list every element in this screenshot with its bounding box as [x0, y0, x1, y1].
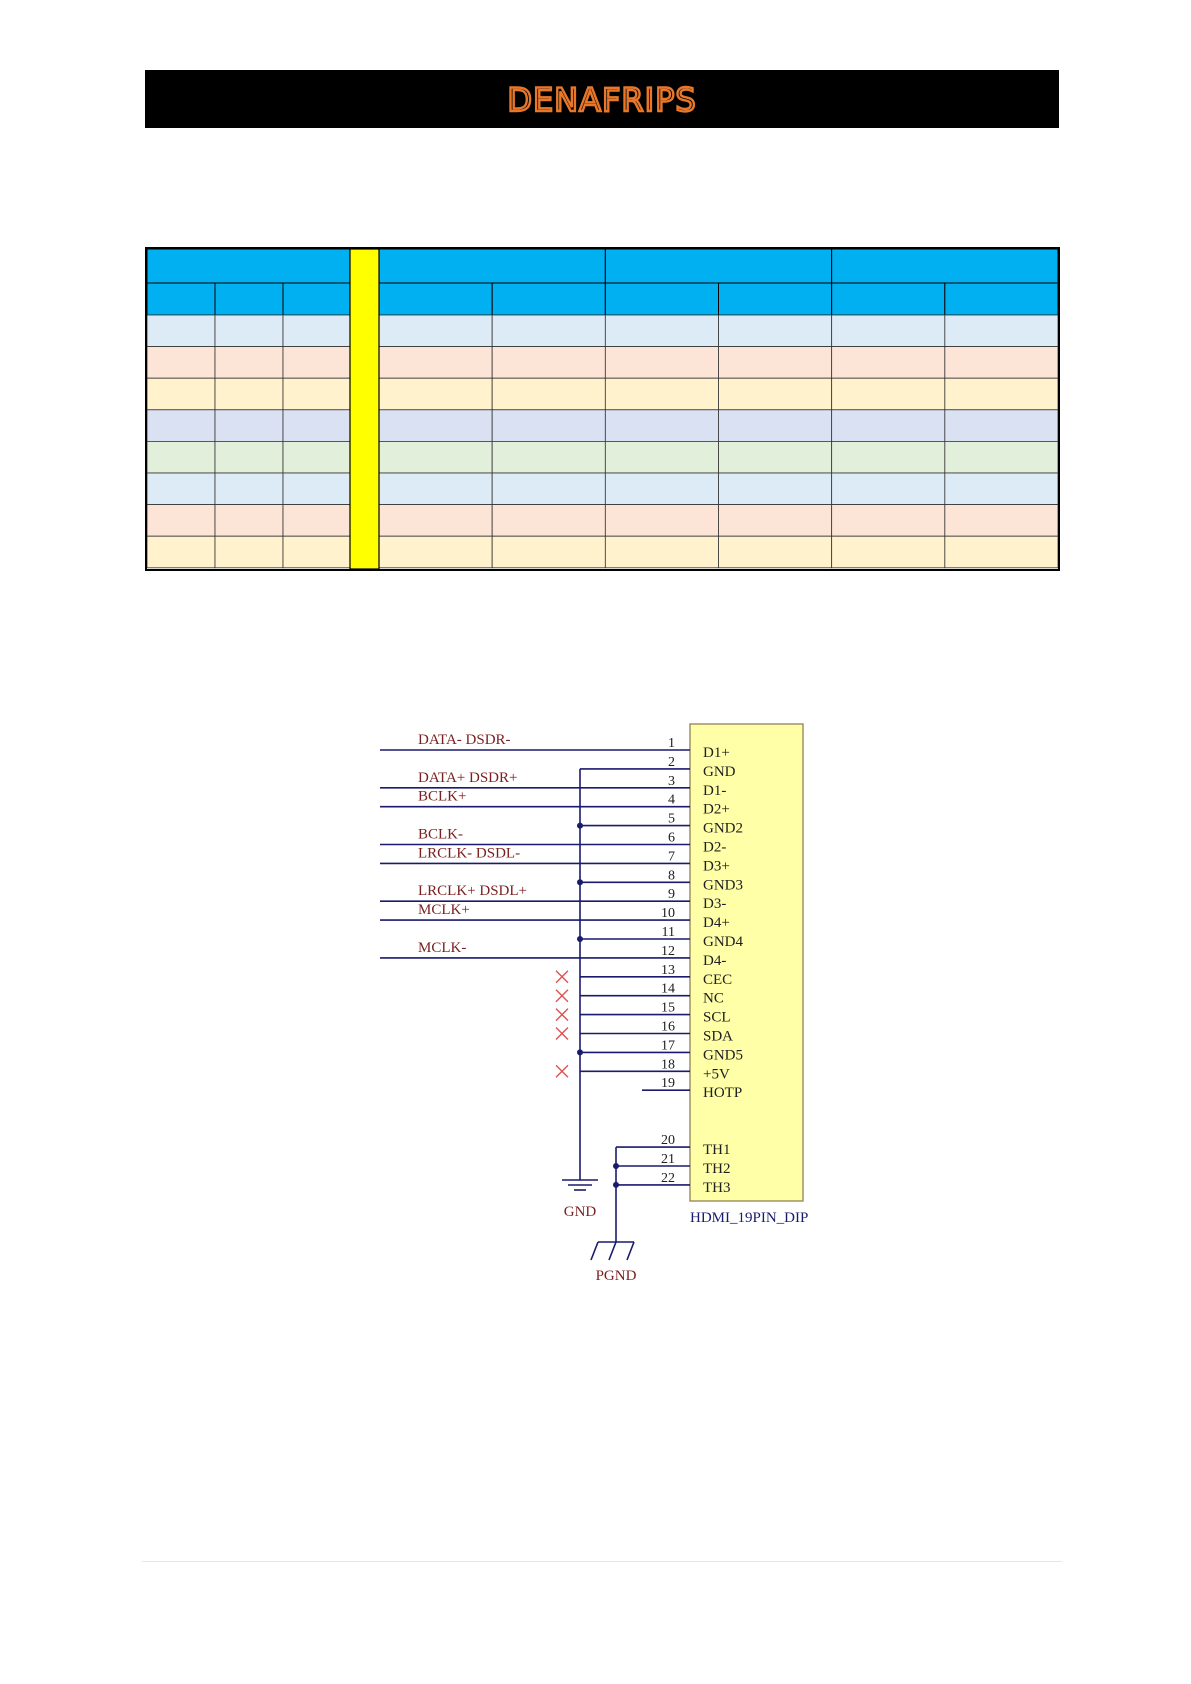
junction-dot — [577, 823, 583, 829]
table-sub-header — [147, 283, 215, 315]
table-cell — [719, 536, 832, 568]
pin-number: 10 — [661, 906, 675, 922]
table-cell — [945, 536, 1058, 568]
pin-number: 12 — [661, 943, 675, 959]
junction-dot — [613, 1182, 619, 1188]
table-cell — [945, 441, 1058, 473]
pin-name: GND5 — [703, 1047, 743, 1064]
net-label: LRCLK+ DSDL+ — [418, 883, 528, 900]
net-label: BCLK+ — [418, 788, 467, 805]
table-cell — [605, 315, 718, 347]
gnd-label: GND — [563, 1204, 597, 1220]
pin-name: D4- — [703, 952, 727, 969]
table-cell — [283, 347, 350, 379]
pin-name: SCL — [703, 1009, 731, 1026]
pin-name: TH3 — [703, 1179, 731, 1196]
table-cell — [379, 410, 492, 442]
junction-dot — [577, 1049, 583, 1055]
table-sub-header — [832, 283, 945, 315]
pin-number: 15 — [661, 1000, 675, 1016]
pin-number: 4 — [668, 792, 675, 808]
pin-name: TH1 — [703, 1142, 731, 1159]
table-cell — [215, 315, 283, 347]
table-cell — [215, 505, 283, 537]
chassis-ground-icon — [591, 1242, 634, 1260]
table-cell — [147, 315, 215, 347]
table-cell — [215, 410, 283, 442]
pin-name: D2- — [703, 839, 727, 856]
table-cell — [945, 347, 1058, 379]
junction-dot — [577, 936, 583, 942]
table-cell — [283, 473, 350, 505]
pin-number: 16 — [661, 1019, 675, 1035]
table-group-header — [379, 249, 605, 283]
table-cell — [147, 410, 215, 442]
table-cell — [215, 536, 283, 568]
table-cell — [283, 505, 350, 537]
table-cell — [719, 315, 832, 347]
pin-name: +5V — [703, 1066, 730, 1083]
pin-number: 5 — [668, 811, 675, 827]
pin-number: 7 — [668, 849, 675, 865]
table-cell — [832, 378, 945, 410]
table-sub-header — [379, 283, 492, 315]
net-label: LRCLK- DSDL- — [418, 845, 521, 862]
table-cell — [147, 378, 215, 410]
table-cell — [379, 441, 492, 473]
table-cell — [719, 410, 832, 442]
pin-name: D4+ — [703, 915, 730, 932]
table-cell — [283, 410, 350, 442]
pin-number: 20 — [661, 1133, 675, 1149]
net-label: BCLK- — [418, 826, 463, 843]
no-connect-icon — [556, 971, 568, 983]
pin-number: 1 — [668, 736, 675, 751]
part-name: HDMI_19PIN_DIP — [690, 1210, 809, 1226]
table-group-header — [147, 249, 350, 283]
pin-number: 21 — [661, 1152, 675, 1167]
table-cell — [283, 441, 350, 473]
table-cell — [492, 378, 605, 410]
table-group-header — [605, 249, 831, 283]
net-label: DATA- DSDR- — [418, 732, 511, 748]
table-sub-header — [215, 283, 283, 315]
pin-name: D2+ — [703, 801, 730, 818]
pin-number: 3 — [668, 773, 675, 789]
table-cell — [492, 315, 605, 347]
hdmi-schematic — [380, 710, 840, 1290]
pin-name: TH2 — [703, 1161, 731, 1177]
table-cell — [492, 473, 605, 505]
table-cell — [719, 505, 832, 537]
table-cell — [945, 315, 1058, 347]
table-cell — [945, 410, 1058, 442]
table-cell — [379, 315, 492, 347]
table-cell — [283, 315, 350, 347]
table-cell — [147, 536, 215, 568]
pin-number: 11 — [661, 925, 675, 940]
pin-name: HOTP — [703, 1085, 743, 1102]
table-cell — [719, 441, 832, 473]
table-cell — [605, 410, 718, 442]
pin-number: 18 — [661, 1057, 675, 1073]
table-cell — [832, 347, 945, 379]
pgnd-label: PGND — [595, 1268, 637, 1284]
table-sub-header — [945, 283, 1058, 315]
pin-number: 14 — [661, 981, 675, 997]
pin-number: 17 — [661, 1038, 675, 1054]
table-cell — [215, 473, 283, 505]
no-connect-icon — [556, 990, 568, 1002]
pin-number: 19 — [661, 1076, 675, 1092]
table-sub-header — [719, 283, 832, 315]
brand-logo-text: DENAFRIPS — [507, 81, 697, 119]
table-cell — [147, 441, 215, 473]
table-cell — [945, 505, 1058, 537]
net-label: MCLK+ — [418, 902, 470, 919]
pin-number: 2 — [668, 754, 675, 770]
table-sub-header — [492, 283, 605, 315]
pin-number: 13 — [661, 962, 675, 978]
pin-number: 9 — [668, 887, 675, 903]
table-cell — [492, 410, 605, 442]
pin-name: NC — [703, 990, 724, 1007]
table-cell — [379, 473, 492, 505]
table-cell — [605, 441, 718, 473]
table-separator-column — [350, 249, 379, 569]
table-cell — [605, 347, 718, 379]
junction-dot — [613, 1163, 619, 1169]
pin-name: GND — [703, 763, 736, 780]
table-cell — [492, 441, 605, 473]
net-label: MCLK- — [418, 939, 467, 956]
table-cell — [283, 378, 350, 410]
table-cell — [492, 347, 605, 379]
footer-divider — [142, 1561, 1062, 1562]
table-cell — [945, 473, 1058, 505]
junction-dot — [577, 879, 583, 885]
table-cell — [605, 536, 718, 568]
table-cell — [605, 473, 718, 505]
table-cell — [379, 505, 492, 537]
table-sub-header — [283, 283, 350, 315]
table-cell — [832, 505, 945, 537]
pin-name: D1+ — [703, 745, 730, 761]
table-cell — [719, 473, 832, 505]
no-connect-icon — [556, 1065, 568, 1077]
pin-table — [145, 247, 1060, 571]
table-cell — [832, 536, 945, 568]
table-cell — [215, 347, 283, 379]
table-cell — [215, 378, 283, 410]
table-cell — [147, 505, 215, 537]
table-cell — [719, 347, 832, 379]
pin-name: D3+ — [703, 858, 730, 875]
no-connect-icon — [556, 1009, 568, 1021]
pin-table-grid — [147, 249, 1058, 569]
table-cell — [605, 505, 718, 537]
pin-number: 22 — [661, 1170, 675, 1186]
table-cell — [832, 410, 945, 442]
table-cell — [492, 505, 605, 537]
table-cell — [832, 473, 945, 505]
table-cell — [605, 378, 718, 410]
table-cell — [832, 441, 945, 473]
pin-name: D3- — [703, 896, 727, 913]
table-sub-header — [605, 283, 718, 315]
table-cell — [147, 347, 215, 379]
pin-number: 8 — [668, 868, 675, 884]
table-cell — [215, 441, 283, 473]
pin-name: GND2 — [703, 820, 743, 837]
pin-name: GND3 — [703, 877, 743, 894]
net-label: DATA+ DSDR+ — [418, 769, 518, 786]
table-cell — [492, 536, 605, 568]
pin-name: GND4 — [703, 934, 743, 950]
table-cell — [945, 378, 1058, 410]
table-cell — [379, 536, 492, 568]
table-cell — [832, 315, 945, 347]
table-cell — [719, 378, 832, 410]
pin-number: 6 — [668, 830, 675, 846]
table-cell — [147, 473, 215, 505]
no-connect-icon — [556, 1028, 568, 1040]
table-cell — [283, 536, 350, 568]
header-banner — [145, 70, 1059, 128]
table-cell — [379, 347, 492, 379]
brand-logo — [145, 70, 1059, 128]
pin-name: CEC — [703, 971, 733, 988]
table-group-header — [832, 249, 1058, 283]
pin-name: SDA — [703, 1028, 734, 1045]
pin-name: D1- — [703, 782, 727, 799]
table-cell — [379, 378, 492, 410]
